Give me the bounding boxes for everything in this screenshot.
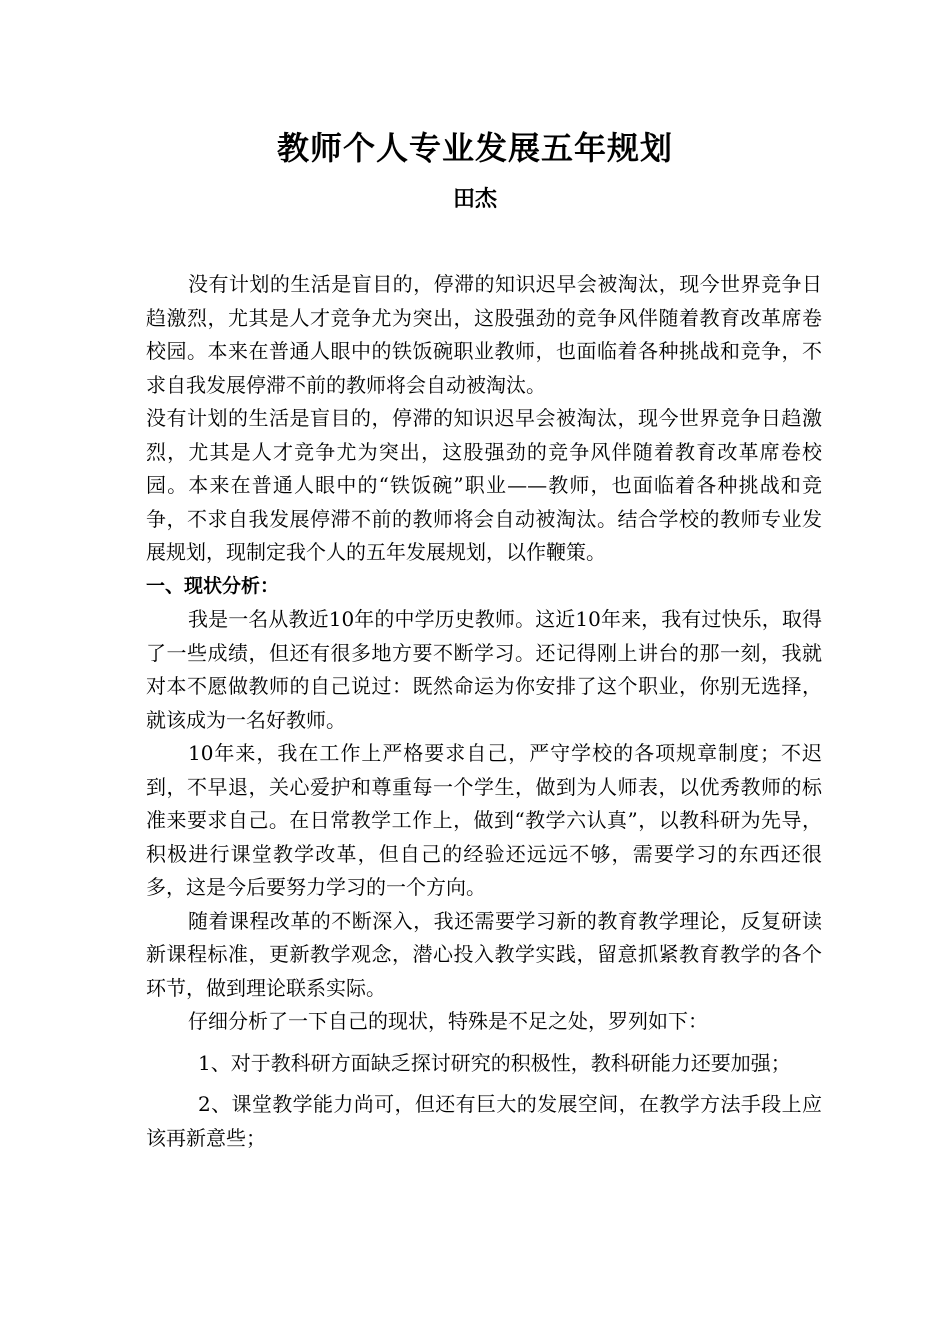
document-author: 田杰 bbox=[452, 187, 497, 212]
paragraph-shortcomings-intro: 仔细分析了一下自己的现状，特殊是不足之处，罗列如下： bbox=[188, 1009, 708, 1033]
paragraph-intro: 没有计划的生活是盲目的，停滞的知识迟早会被淘汰，现今世界竞争日趋激烈，尤其是人才竞争尤为突出，这股强劲的竞争风伴随着教育改革席卷校园。本来在普通人眼中的铁饭碗职业教师，也面临着各种挑战和竞争，不求自我发展停滞不前的教师将会自动被淘汰。 bbox=[146, 272, 822, 397]
list-item-teaching: 2、课堂教学能力尚可，但还有巨大的发展空间，在教学方法手段上应该再新意些； bbox=[146, 1092, 822, 1150]
document-body bbox=[146, 268, 822, 1155]
paragraph-curriculum-reform: 随着课程改革的不断深入，我还需要学习新的教育教学理论，反复研读新课程标准，更新教学观念，潜心投入教学实践，留意抓紧教育教学的各个环节，做到理论联系实际。 bbox=[146, 908, 822, 1000]
list-item-research: 1、对于教科研方面缺乏探讨研究的积极性，教科研能力还要加强； bbox=[198, 1050, 791, 1075]
paragraph-intro-repeat: 没有计划的生活是盲目的，停滞的知识迟早会被淘汰，现今世界竞争日趋激烈，尤其是人才竞争尤为突出，这股强劲的竞争风伴随着教育改革席卷校园。本来在普通人眼中的“铁饭碗”职业——教师，也面临着各种挑战和竞争，不求自我发展停滞不前的教师将会自动被淘汰。结合学校的教师专业发展规划，现制定我个人的五年发展规划，以作鞭策。 bbox=[146, 406, 822, 564]
document-title: 教师个人专业发展五年规划 bbox=[276, 129, 673, 167]
paragraph-background: 我是一名从教近10年的中学历史教师。这近10年来，我有过快乐，取得了一些成绩，但还有很多地方要不断学习。还记得刚上讲台的那一刻，我就对本不愿做教师的自己说过：既然命运为你安排了这个职业，你别无选择，就该成为一名好教师。 bbox=[146, 607, 822, 732]
section-heading-status-analysis: 一、现状分析： bbox=[146, 574, 280, 597]
paragraph-work-attitude: 10年来，我在工作上严格要求自己，严守学校的各项规章制度；不迟到，不早退，关心爱护和尊重每一个学生，做到为人师表，以优秀教师的标准来要求自己。在日常教学工作上，做到“教学六认真”，以教科研为先导，积极进行课堂教学改革，但自己的经验还远远不够，需要学习的东西还很多，这是今后要努力学习的一个方向。 bbox=[146, 741, 822, 899]
